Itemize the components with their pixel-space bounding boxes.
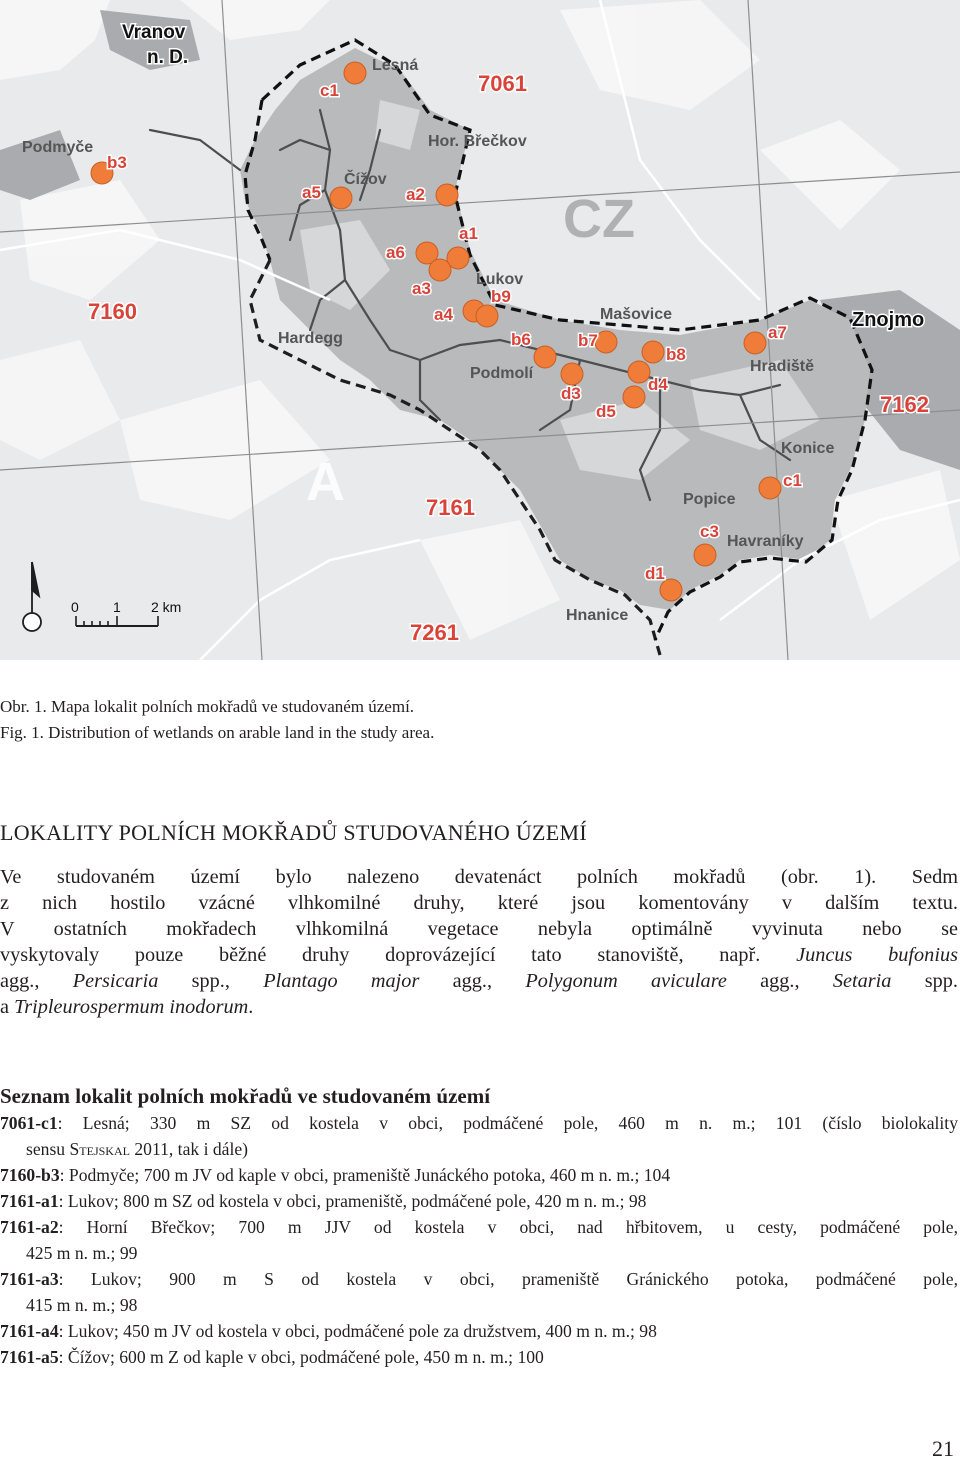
taxon-name: Juncus bufonius — [796, 944, 958, 966]
paragraph-text: . — [248, 996, 254, 1018]
site-marker-7061-c1 — [344, 62, 366, 84]
place-label-vranov-2: n. D. — [147, 47, 189, 68]
list-item-line — [0, 1110, 958, 1136]
site-marker-7161-a5 — [330, 187, 352, 209]
locality-text: : Lukov; 450 m JV od kostela v obci, podmáčené pole za družstvem, 400 m n. m.; 98 — [58, 1321, 657, 1341]
site-label-b9: b9 — [491, 287, 511, 306]
list-item-continuation — [0, 1136, 958, 1162]
scale-label-2km: 2 km — [151, 599, 182, 615]
site-marker-c3 — [694, 544, 716, 566]
locality-text: sensu — [26, 1139, 70, 1159]
site-label-d3: d3 — [561, 384, 581, 403]
list-item-line — [0, 1266, 958, 1292]
paragraph-text: spp., — [158, 970, 264, 992]
place-label-hnanice: Hnanice — [566, 607, 629, 624]
site-label-a3: a3 — [412, 279, 431, 298]
locality-code: 7160-b3 — [0, 1165, 60, 1185]
paragraph-line — [0, 968, 958, 994]
list-item-line — [0, 1214, 958, 1240]
section-heading: LOKALITY POLNÍCH MOKŘADŮ STUDOVANÉHO ÚZEMÍ — [0, 820, 588, 845]
site-label-b6: b6 — [511, 330, 531, 349]
locality-text: : Podmyče; 700 m JV od kaple v obci, prameniště Junáckého potoka, 460 m n. m.; 104 — [59, 1165, 671, 1185]
locality-text: : Čížov; 600 m Z od kaple v obci, podmáčené pole, 450 m n. m.; 100 — [58, 1347, 544, 1367]
site-marker-a7 — [744, 332, 766, 354]
list-item-continuation: 425 m n. m.; 99 — [26, 1243, 138, 1263]
locality-list — [0, 1110, 958, 1370]
place-label-konice: Konice — [781, 440, 835, 457]
page-number: 21 — [932, 1436, 954, 1461]
taxon-name: Plantago major — [263, 970, 420, 992]
paragraph-line: z nich hostilo vzácné vlhkomilné druhy, které jsou komentovány v dalším textu. — [0, 892, 958, 914]
list-item — [0, 1110, 958, 1162]
site-label-a5: a5 — [302, 183, 321, 202]
site-marker-c1-konice — [759, 477, 781, 499]
site-label-d4: d4 — [648, 375, 668, 394]
site-label-d1: d1 — [645, 564, 665, 583]
grid-label-7061: 7061 — [478, 71, 527, 96]
site-marker-d3 — [561, 363, 583, 385]
site-label-a2: a2 — [406, 185, 425, 204]
site-label-d5: d5 — [596, 402, 616, 421]
list-item — [0, 1214, 958, 1266]
taxon-name: Tripleurospermum inodorum — [14, 996, 249, 1018]
site-marker-b6 — [534, 346, 556, 368]
locality-text: : Lukov; 800 m SZ od kostela v obci, prameniště, podmáčené pole, 420 m n. m.; 98 — [58, 1191, 647, 1211]
site-marker-b8 — [642, 341, 664, 363]
locality-code: 7161-a3 — [0, 1269, 59, 1289]
paragraph-text: agg., — [419, 970, 526, 992]
grid-label-7161: 7161 — [426, 495, 475, 520]
locality-text: : Horní Břečkov; 700 m JJV od kostela v obci, nad hřbitovem, u cesty, podmáčené pole, — [58, 1217, 958, 1237]
paragraph-line — [0, 994, 958, 1020]
paragraph-line — [0, 942, 958, 968]
place-label-hradiste: Hradiště — [750, 358, 815, 375]
place-label-popice: Popice — [683, 491, 736, 508]
grid-label-7160: 7160 — [88, 299, 137, 324]
site-label-a6: a6 — [386, 243, 405, 262]
list-item — [0, 1344, 958, 1370]
site-marker-d5 — [623, 386, 645, 408]
place-label-lesna: Lesná — [372, 57, 419, 74]
locality-code: 7161-a5 — [0, 1347, 59, 1367]
place-label-masovice: Mašovice — [600, 306, 673, 323]
place-label-vranov: Vranov — [122, 22, 186, 43]
author-name: Stejskal — [69, 1139, 130, 1159]
list-item-line — [0, 1188, 958, 1214]
site-marker-d4 — [628, 361, 650, 383]
taxon-name: Persicaria — [72, 970, 159, 992]
locality-code: 7161-a4 — [0, 1321, 59, 1341]
list-heading: Seznam lokalit polních mokřadů ve studovaném území — [0, 1084, 491, 1108]
list-item — [0, 1188, 958, 1214]
figure-caption-cz: Obr. 1. Mapa lokalit polních mokřadů ve studovaném území. — [0, 697, 415, 716]
study-area-map — [0, 0, 960, 660]
list-item-line — [0, 1162, 958, 1188]
paragraph-line: Ve studovaném území bylo nalezeno devatenáct polních mokřadů (obr. 1). Sedm — [0, 866, 958, 888]
site-marker-7161-a3 — [429, 259, 451, 281]
grid-label-7162: 7162 — [880, 392, 929, 417]
site-label-b3: b3 — [107, 153, 127, 172]
taxon-name: Setaria — [832, 970, 892, 992]
paragraph-text: agg., — [0, 970, 73, 992]
country-label-a: A — [306, 452, 345, 512]
place-label-podmyce: Podmyče — [22, 139, 94, 156]
body-paragraph — [0, 864, 958, 1020]
place-label-hardegg: Hardegg — [278, 330, 343, 347]
site-label-a7: a7 — [768, 323, 787, 342]
site-label-c3: c3 — [700, 522, 719, 541]
scale-label-0: 0 — [71, 599, 79, 615]
place-label-podmoli: Podmolí — [470, 365, 534, 382]
locality-text: : Lukov; 900 m S od kostela v obci, prameniště Gránického potoka, podmáčené pole, — [58, 1269, 958, 1289]
site-marker-b9 — [476, 305, 498, 327]
taxon-name: Polygonum aviculare — [525, 970, 727, 992]
place-label-znojmo: Znojmo — [852, 309, 925, 331]
locality-text: 2011, tak i dále) — [129, 1139, 249, 1159]
paragraph-text: vyskytovaly pouze běžné druhy doprovázející tato stanoviště, např. — [0, 944, 797, 966]
locality-code: 7161-a1 — [0, 1191, 59, 1211]
list-item — [0, 1266, 958, 1318]
list-item-line — [0, 1318, 958, 1344]
list-item-line — [0, 1344, 958, 1370]
site-label-a1: a1 — [459, 224, 478, 243]
paragraph-text: a — [0, 996, 15, 1018]
place-label-havraniky: Havraníky — [727, 533, 804, 550]
paragraph-text: agg., — [726, 970, 833, 992]
place-label-lukov: Lukov — [476, 271, 524, 288]
scale-label-1: 1 — [113, 599, 121, 615]
list-item — [0, 1318, 958, 1344]
country-label-cz: CZ — [563, 189, 635, 249]
site-marker-b7 — [595, 331, 617, 353]
site-label-b7: b7 — [578, 331, 598, 350]
figure-caption-en: Fig. 1. Distribution of wetlands on arable land in the study area. — [0, 723, 435, 742]
grid-label-7261: 7261 — [410, 620, 459, 645]
site-label-c1-konice: c1 — [783, 471, 802, 490]
locality-code: 7061-c1 — [0, 1113, 58, 1133]
place-label-hor-breckov: Hor. Břečkov — [428, 133, 527, 150]
site-label-a4: a4 — [434, 305, 453, 324]
paragraph-line: V ostatních mokřadech vlhkomilná vegetace nebyla optimálně vyvinuta nebo se — [0, 918, 958, 940]
list-item — [0, 1162, 958, 1188]
locality-text: : Lesná; 330 m SZ od kostela v obci, podmáčené pole, 460 m n. m.; 101 (číslo biolokality — [57, 1113, 958, 1133]
site-label-b8: b8 — [666, 345, 686, 364]
locality-code: 7161-a2 — [0, 1217, 59, 1237]
paragraph-text: spp. — [891, 970, 958, 992]
site-marker-7161-a2 — [436, 184, 458, 206]
list-item-continuation: 415 m n. m.; 98 — [26, 1295, 138, 1315]
place-label-cizov: Čížov — [344, 171, 387, 188]
site-label-c1-lesna: c1 — [320, 81, 339, 100]
